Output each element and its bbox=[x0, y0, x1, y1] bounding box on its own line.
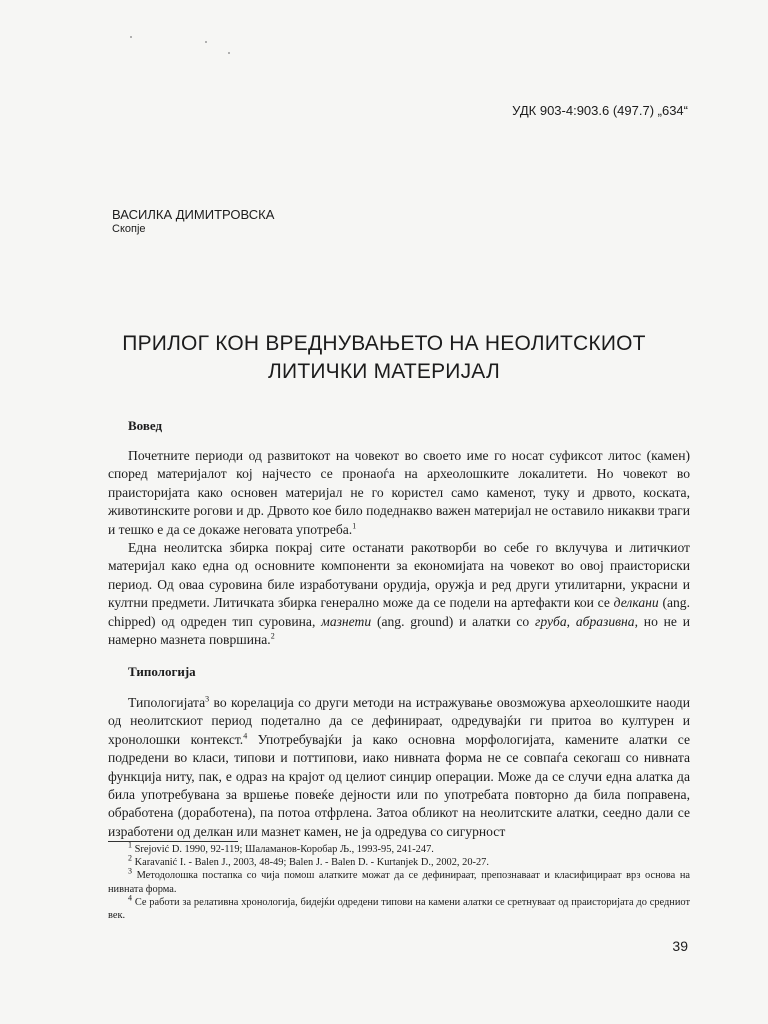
footnote-text: Karavanić I. - Balen J., 2003, 48-49; Balen J. - Balen D. - Kurtanjek D., 2002, 20-27. bbox=[134, 857, 489, 869]
paragraph-text: , но не и намерно мазнета површина. bbox=[108, 613, 691, 648]
title-line-2: ЛИТИЧКИ МАТЕРИЈАЛ bbox=[268, 360, 500, 383]
footnote-ref: 2 bbox=[270, 631, 275, 641]
paragraph bbox=[108, 539, 690, 649]
author-name: ВАСИЛКА ДИМИТРОВСКА bbox=[112, 207, 275, 222]
paragraph-text: во корелација со други методи на истражување овозможува археолошките наоди од неолитскиот период подетално да се дефинираат, одредувајќи ги притоа во културен и хронолошки контекст. bbox=[108, 695, 690, 747]
footnotes bbox=[108, 840, 690, 922]
footnote-text: Методолошка постапка со чија помош алатките можат да се дефинираат, препознаваат и класифицираат врз основа на нивната форма. bbox=[108, 870, 690, 895]
typology-section-body bbox=[108, 694, 690, 841]
paragraph-text: (ang. ground) и алатки со bbox=[376, 613, 530, 629]
footnote-ref: 4 bbox=[243, 731, 248, 741]
footnote-ref: 1 bbox=[352, 521, 357, 531]
paragraph bbox=[108, 447, 690, 539]
emphasis-term: делкани bbox=[613, 595, 659, 611]
section-heading-intro: Вовед bbox=[128, 418, 163, 433]
article-title bbox=[0, 330, 768, 386]
scan-speck bbox=[205, 41, 207, 43]
footnote-number: 2 bbox=[128, 853, 132, 863]
emphasis-term: груба bbox=[535, 613, 567, 629]
footnote-text: Srejović D. 1990, 92-119; Шаламанов-Коробар Љ., 1993-95, 241-247. bbox=[134, 844, 434, 855]
paragraph-text: Една неолитска збирка покрај сите останати ракотворби во себе го вклучува и литичкиот материјал како една од основните компоненти за економијата на човекот во овој праисториски период. Од оваа суровина биле изработувани орудија, оружја и ред други утилитарни, украсни и култни предмети. Литичката збирка генерално може да се подели на артефакти кои се bbox=[108, 540, 690, 611]
title-line-1: ПРИЛОГ КОН ВРЕДНУВАЊЕТО НА НЕОЛИТСКИОТ bbox=[122, 332, 646, 355]
paragraph-text: Почетните периоди од развитокот на човекот во своето име го носат суфиксот литос (камен) според материјалот кој најчесто се пронаоѓа на археолошките локалитети. Но човекот во праисторијата како основен материјал не го користел само каменот, туку и дрвото, коската, животинските рогови и др. Дрвото кое било подеднакво важен материјал не оставило никакви траги и тешко е да се докаже неговата употреба. bbox=[108, 448, 690, 537]
footnote-number: 3 bbox=[128, 866, 132, 876]
intro-section-body bbox=[108, 447, 690, 649]
author-block bbox=[112, 207, 274, 237]
paragraph bbox=[108, 694, 690, 841]
section-heading-typology: Типологија bbox=[128, 664, 196, 679]
page-number: 39 bbox=[672, 938, 688, 954]
footnote bbox=[108, 840, 690, 856]
footnote-text: Се работи за релативна хронологија, бидејќи одредени типови на камени алатки се сретнуваат од праисторијата до средниот век. bbox=[108, 896, 690, 922]
footnote bbox=[108, 866, 690, 895]
footnote-number: 1 bbox=[128, 840, 132, 850]
udk-code: УДК 903-4:903.6 (497.7) „634“ bbox=[512, 103, 688, 118]
paragraph-text: , bbox=[566, 613, 571, 629]
paragraph-text: (ang. chipped) од одреден тип суровина, bbox=[108, 595, 691, 629]
footnote-number: 4 bbox=[128, 893, 132, 903]
emphasis-term: абразивна bbox=[575, 613, 635, 629]
paragraph-text: Употребувајќи ја како основна морфологијата, камените алатки се подредени во класи, типови и поттипови, иако нивната форма не се совпаѓа секогаш со нивната функција ниту, пак, е одраз на крајот од целиот синџир операции. Може да се случи една алатка да била употребувана за вршење повеќе дејности или по употребата повторно да била поправена, обработена (доработена), па потоа отфрлена. Затоа обликот на неолитските алатки, сеедно дали се изработени од делкан или мазнет камен, не ја одредува со сигурност bbox=[108, 731, 690, 839]
emphasis-term: мазнети bbox=[321, 613, 372, 629]
paragraph-text: Типологијата bbox=[128, 695, 206, 710]
author-city: Скопје bbox=[112, 223, 146, 235]
scan-speck bbox=[130, 36, 132, 38]
footnote-ref: 3 bbox=[205, 694, 210, 704]
footnote bbox=[108, 893, 690, 922]
scan-speck bbox=[228, 52, 230, 54]
footnote bbox=[108, 853, 690, 869]
